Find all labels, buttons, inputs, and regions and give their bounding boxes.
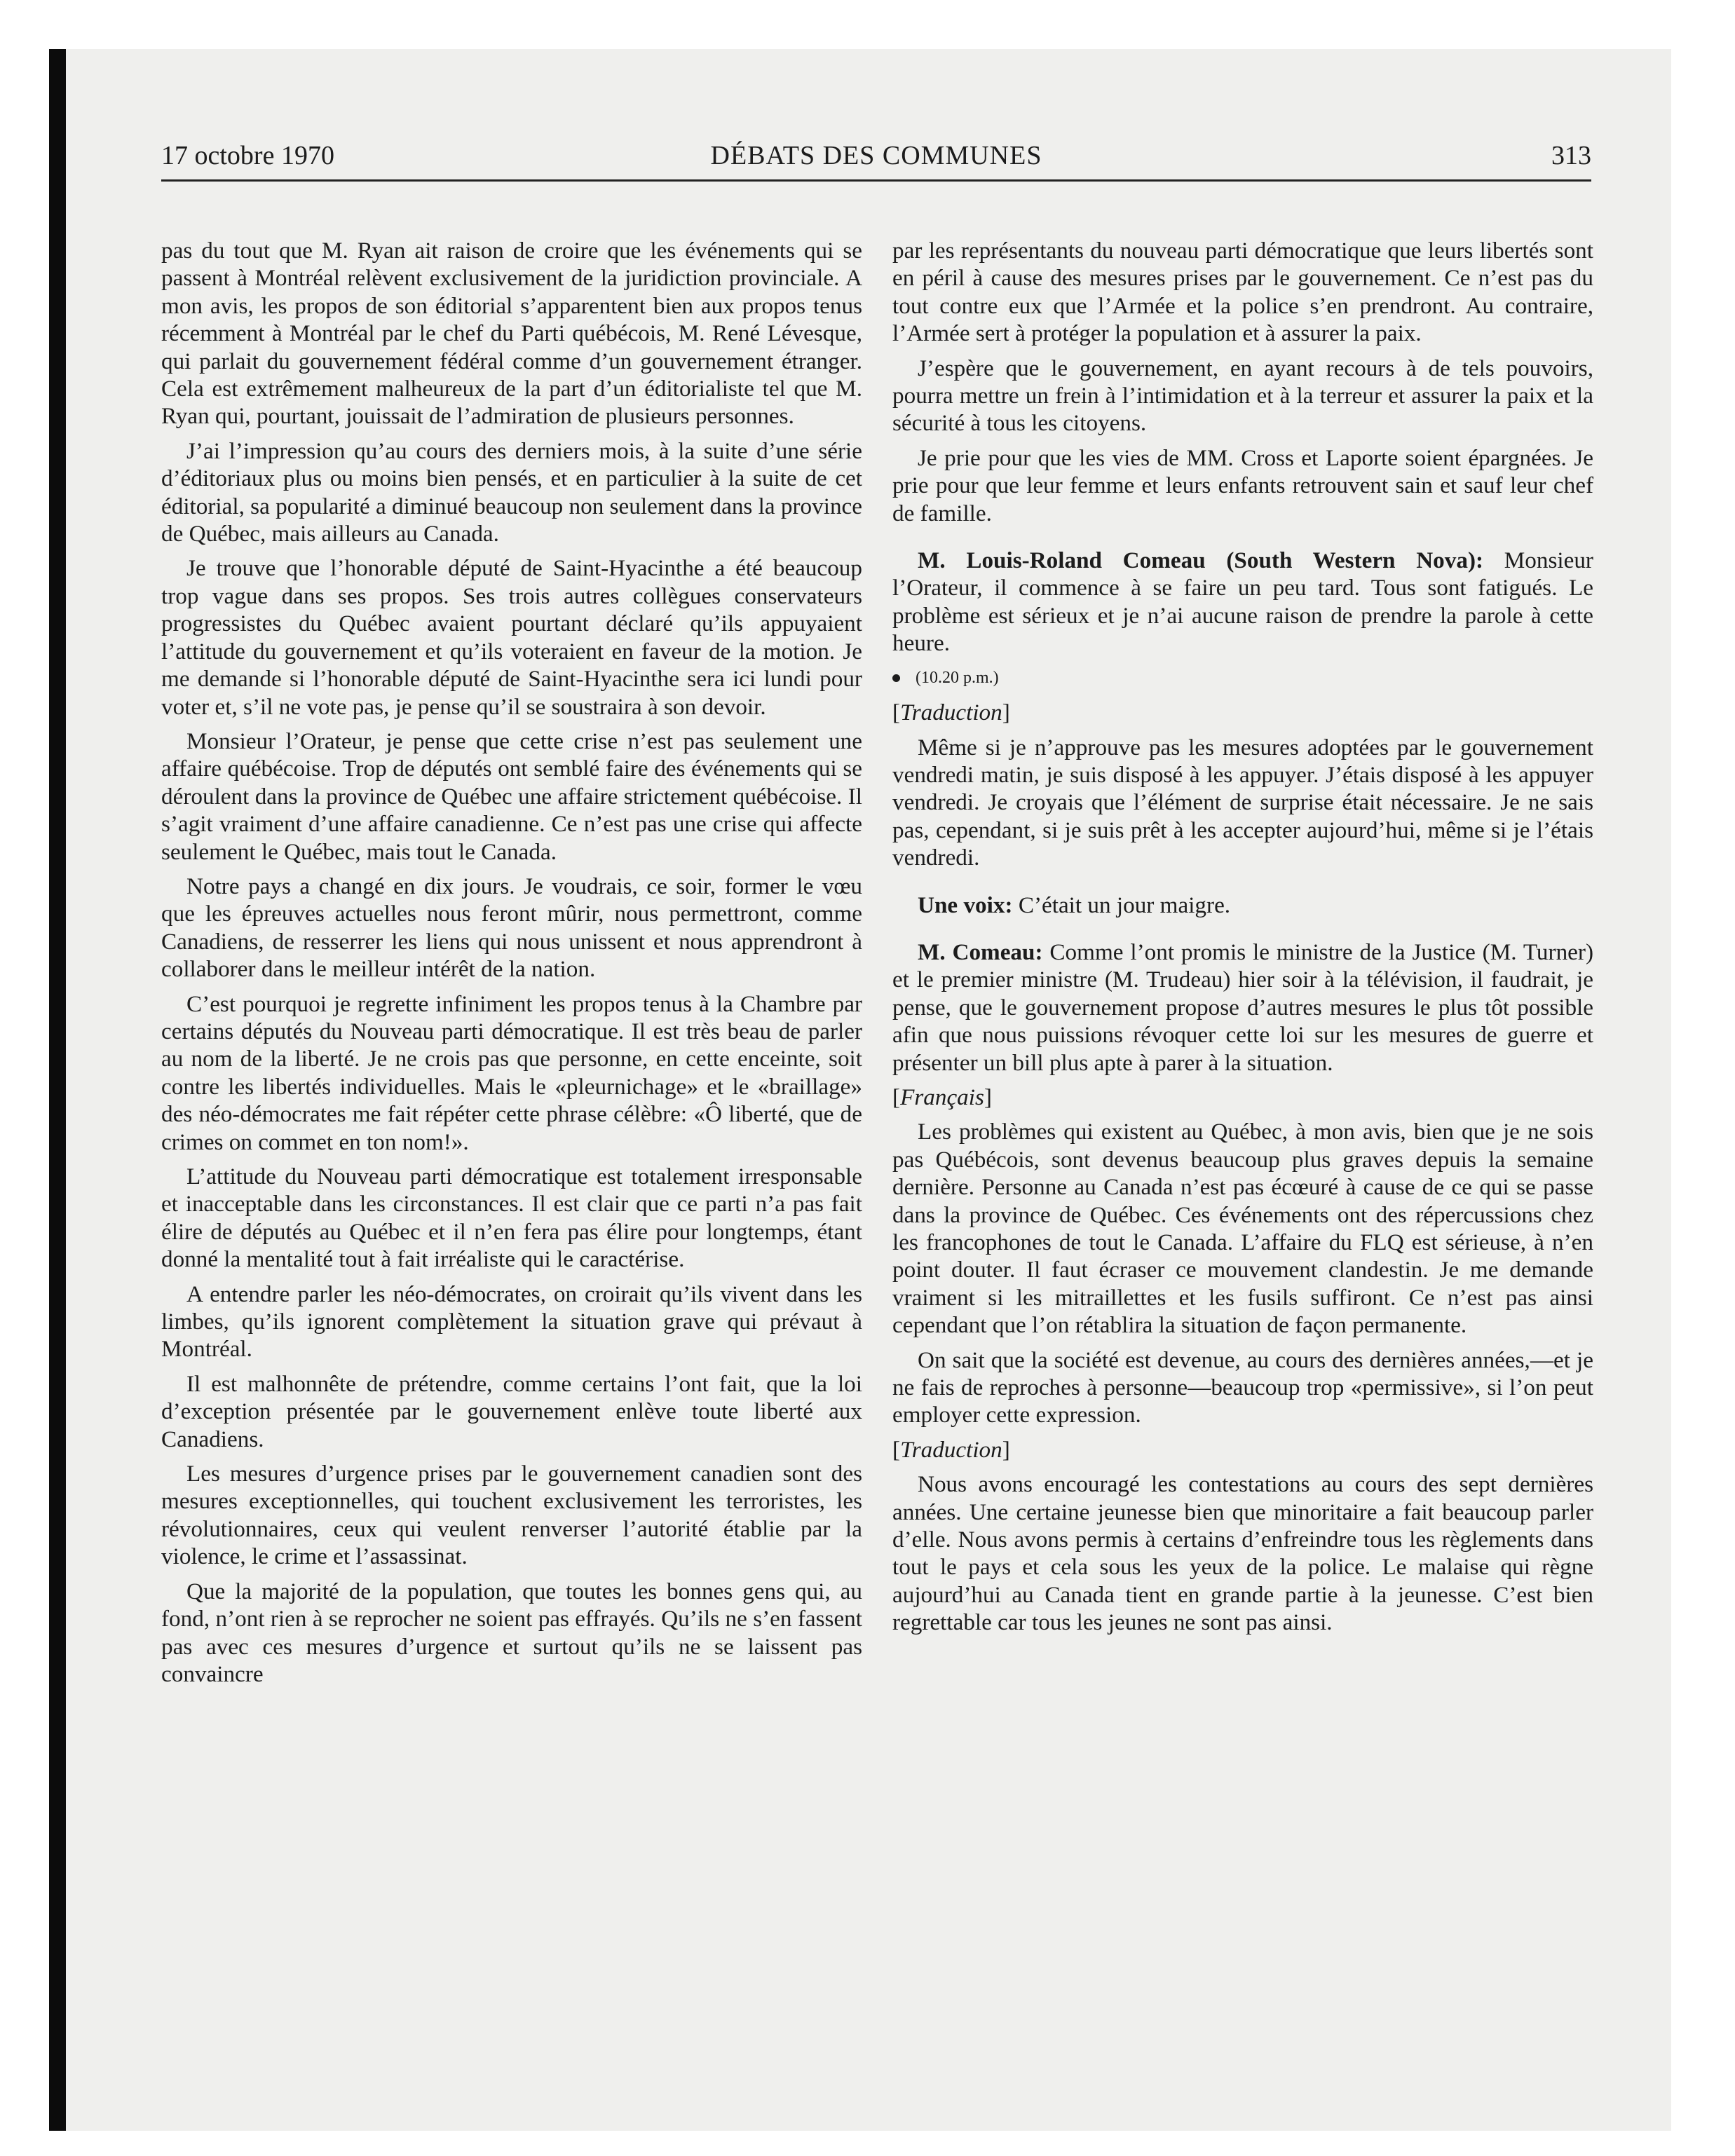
paragraph: Nous avons encouragé les contestations au cours des sept dernières années. Une certaine jeunesse bien que minoritaire a fait beaucoup parler d’elle. Nous avons permis à certains d’enfreindre tous les règlements dans tout le pays et cela sous les yeux de la police. Le malaise qui règne aujourd’hui au Canada tient en grande partie à la jeunesse. C’est bien regrettable car tous les jeunes ne sont pas ainsi. [892, 1471, 1593, 1636]
page-header [161, 140, 1591, 182]
language-label: Français [900, 1084, 984, 1110]
left-column [161, 237, 862, 1695]
speech-comeau-2 [892, 939, 1593, 1077]
speaker-name: Une voix: [918, 892, 1013, 918]
paragraph: pas du tout que M. Ryan ait raison de croire que les événements qui se passent à Montréal relèvent exclusivement de la juridiction provinciale. A mon avis, les propos de son éditorial s’apparentent bien aux propos tenus récemment à Montréal par le chef du Parti québécois, M. René Lévesque, qui parlait du gouvernement fédéral comme d’un gouvernement étranger. Cela est extrêmement malheureux de la part d’un éditorialiste tel que M. Ryan qui, pourtant, jouissait de l’admiration de plusieurs personnes. [161, 238, 862, 430]
paragraph: Que la majorité de la population, que toutes les bonnes gens qui, au fond, n’ont rien à se reprocher ne soient pas effrayés. Qu’ils ne s’en fassent pas avec ces mesures d’urgence et surtout qu’ils ne se laissent pas convaincre [161, 1578, 862, 1687]
right-column [892, 237, 1593, 1644]
paragraph: J’ai l’impression qu’au cours des derniers mois, à la suite d’une série d’éditoriaux plus ou moins bien pensés, et en particulier à la suite de cet éditorial, sa popularité a diminué beaucoup non seulement dans la province de Québec, mais ailleurs au Canada. [161, 437, 862, 547]
paragraph: C’est pourquoi je regrette infiniment les propos tenus à la Chambre par certains députés du Nouveau parti démocratique. Il est très beau de parler au nom de la liberté. Je ne crois pas que personne, en cette enceinte, soit contre les libertés individuelles. Mais le «pleurnichage» et le «braillage» des néo-démocrates me fait répéter cette phrase célèbre: «Ô liberté, que de crimes on commet en ton nom!». [161, 990, 862, 1155]
paragraph: Les problèmes qui existent au Québec, à mon avis, bien que je ne sois pas Québécois, sont devenus beaucoup plus graves depuis la semaine dernière. Personne au Canada n’est pas écœuré à cause de ce qui se passe dans la province de Québec. Ces événements ont des répercussions chez les francophones de tout le Canada. L’affaire du FLQ est sérieuse, à n’en point douter. Il faut écraser ce mouvement clandestin. Je me demande vraiment si les mitraillettes et les fusils suffiront. Ce n’est pas ainsi cependant que l’on rétablira la situation de façon permanente. [892, 1119, 1593, 1339]
header-page-number: 313 [1551, 141, 1591, 170]
speech-text: Comme l’ont promis le ministre de la Justice (M. Turner) et le premier ministre (M. Trudeau) hier soir à la télévision, il faudrait, je pense, que le gouvernement propose d’autres mesures le plus tôt possible afin que nous puissions révoquer cette loi sur les mesures de guerre et présenter un bill plus apte à parer à la situation. [892, 939, 1593, 1076]
language-marker: [Français] [892, 1084, 992, 1110]
speaker-name: M. Louis-Roland Comeau (South Western Nova): [918, 547, 1484, 574]
scan-edge [49, 49, 66, 2131]
paragraph: Je prie pour que les vies de MM. Cross et Laporte soient épargnées. Je prie pour que leur femme et leurs enfants retrouvent sain et sauf leur chef de famille. [892, 444, 1593, 526]
language-label: Traduction [900, 700, 1002, 726]
bullet-icon [892, 674, 900, 682]
language-marker: [Traduction] [892, 700, 1010, 726]
header-date: 17 octobre 1970 [161, 141, 334, 170]
speech-une-voix [892, 892, 1593, 919]
paragraph: Notre pays a changé en dix jours. Je voudrais, ce soir, former le vœu que les épreuves actuelles nous feront mûrir, nous permettront, comme Canadiens, de resserrer les liens qui nous unissent et nous apprendront à collaborer dans le meilleur intérêt de la nation. [161, 873, 862, 983]
time-stamp [892, 664, 1593, 692]
paragraph: J’espère que le gouvernement, en ayant recours à de tels pouvoirs, pourra mettre un frein à l’intimidation et à la terreur et assurer la paix et la sécurité à tous les citoyens. [892, 355, 1593, 437]
speech-text: Monsieur l’Orateur, il commence à se faire un peu tard. Tous sont fatigués. Le problème est sérieux et je n’ai aucune raison de prendre la parole à cette heure. [892, 547, 1593, 657]
speech-text: C’était un jour maigre. [1012, 892, 1231, 918]
paragraph: par les représentants du nouveau parti démocratique que leurs libertés sont en péril à cause des mesures prises par le gouvernement. Ce n’est pas du tout contre eux que l’Armée et la police s’en prendront. Au contraire, l’Armée sert à protéger la population et à assurer la paix. [892, 238, 1593, 347]
language-marker: [Traduction] [892, 1436, 1010, 1463]
speech-comeau [892, 547, 1593, 657]
language-label: Traduction [900, 1436, 1002, 1463]
time-text: (10.20 p.m.) [916, 668, 999, 687]
speaker-name: M. Comeau: [918, 939, 1043, 965]
paragraph: Il est malhonnête de prétendre, comme certains l’ont fait, que la loi d’exception présentée par le gouvernement enlève toute liberté aux Canadiens. [161, 1370, 862, 1452]
header-title: DÉBATS DES COMMUNES [710, 141, 1042, 170]
paragraph: Même si je n’approuve pas les mesures adoptées par le gouvernement vendredi matin, je suis disposé à les appuyer. J’étais disposé à les appuyer vendredi. Je croyais que l’élément de surprise était nécessaire. Je ne sais pas, cependant, si je suis prêt à les accepter aujourd’hui, même si je l’étais vendredi. [892, 734, 1593, 871]
paragraph: Monsieur l’Orateur, je pense que cette crise n’est pas seulement une affaire québécoise. Trop de députés ont semblé faire des événements qui se déroulent dans la province de Québec une affaire strictement québécoise. Il s’agit vraiment d’une affaire canadienne. Ce n’est pas une crise qui affecte seulement le Québec, mais tout le Canada. [161, 728, 862, 865]
paragraph: A entendre parler les néo-démocrates, on croirait qu’ils vivent dans les limbes, qu’ils ignorent complètement la situation grave qui prévaut à Montréal. [161, 1281, 862, 1363]
paragraph: Les mesures d’urgence prises par le gouvernement canadien sont des mesures exceptionnelles, qui touchent exclusivement les terroristes, les révolutionnaires, ceux qui veulent renverser l’autorité établie par la violence, le crime et l’assassinat. [161, 1461, 862, 1570]
paragraph: L’attitude du Nouveau parti démocratique est totalement irresponsable et inacceptable dans les circonstances. Il est clair que ce parti n’a pas fait élire de députés au Québec et il n’en fera pas élire pour longtemps, étant donné la mentalité tout à fait irréaliste qui le caractérise. [161, 1164, 862, 1273]
paragraph: Je trouve que l’honorable député de Saint-Hyacinthe a été beaucoup trop vague dans ses propos. Ses trois autres collègues conservateurs progressistes du Québec avaient pourtant déclaré qu’ils appuyaient l’attitude du gouvernement et qu’ils voteraient en faveur de la motion. Je me demande si l’honorable député de Saint-Hyacinthe sera ici lundi pour voter et, s’il ne vote pas, je pense qu’il se soustraira à son devoir. [161, 555, 862, 720]
paragraph: On sait que la société est devenue, au cours des dernières années,—et je ne fais de reproches à personne—beaucoup trop «permissive», si l’on peut employer cette expression. [892, 1346, 1593, 1428]
